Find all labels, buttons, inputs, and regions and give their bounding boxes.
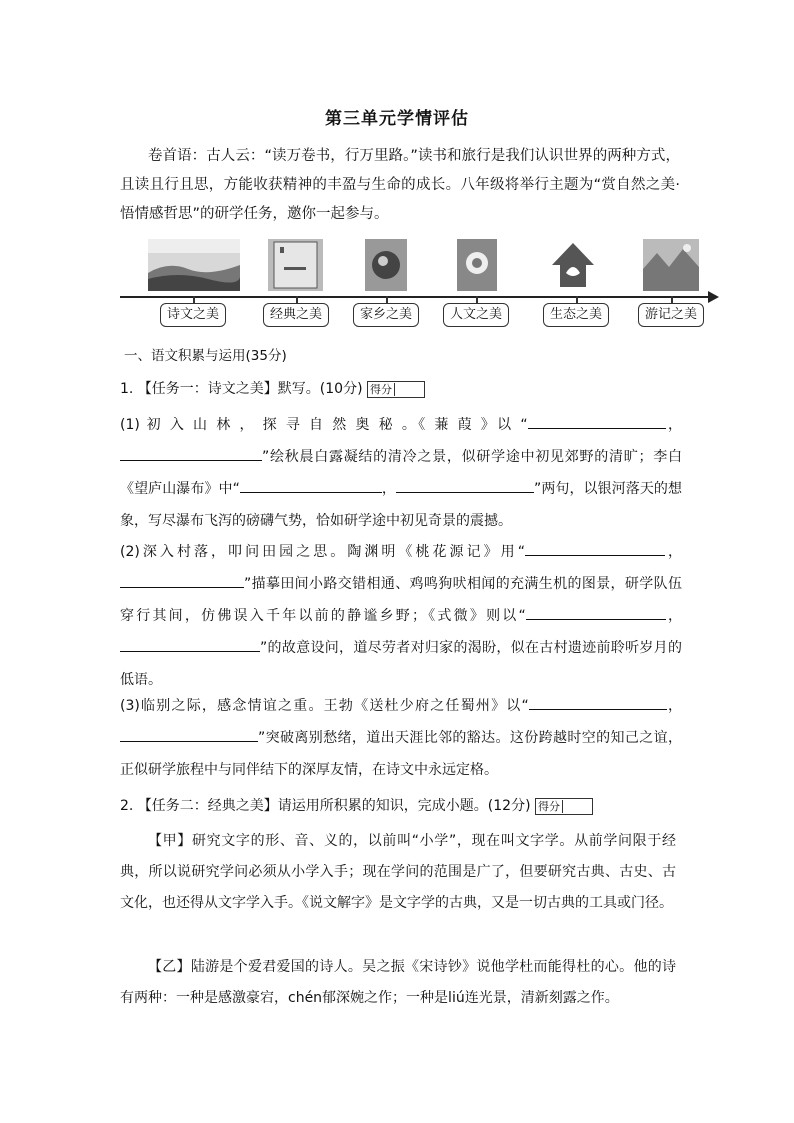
passage-jia: 【甲】研究文字的形、音、义的，以前叫“小学”，现在叫文字学。从前学问限于经典，所以说研究学问必须从小学入手；现在学问的范围是广了，但要研究古典、古史、古文化，也还得从文字学入手。《说文解字》是文字学的古典，又是一切古典的工具或门径。 xyxy=(120,833,676,911)
timeline-label-hometown: 家乡之美 xyxy=(353,303,419,327)
q1-p3-text-b: ”突破离别愁绪，道出天涯比邻的豁达。这份跨越时空的知己之谊，正似研学旅程中与同伴结下的深厚友情，在诗文中永远定格。 xyxy=(120,730,682,778)
timeline-label-ecology: 生态之美 xyxy=(543,303,609,327)
timeline-label-classics: 经典之美 xyxy=(263,303,329,327)
hometown-image xyxy=(365,239,407,291)
ecology-icon xyxy=(550,239,596,291)
travel-image xyxy=(643,239,699,291)
answer-blank[interactable] xyxy=(529,695,667,710)
q1-p2-text-b: ”描摹田间小路交错相通、鸡鸣狗吠相闻的充满生机的图景，研学队伍穿行其间，仿佛误入千年以前的静谧乡野；《式微》则以“ xyxy=(120,576,682,624)
timeline-label-travel: 游记之美 xyxy=(638,303,704,327)
question-1-part-2: (2)深入村落，叩问田园之思。陶渊明《桃花源记》用“ ，”描摹田间小路交错相通、鸡鸣狗吠相闻的充满生机的图景，研学队伍穿行其间，仿佛误入千年以前的静谧乡野；《式微》则以“ ，”的故意设问，道尽劳者对归家的渴盼，似在古村遗迹前聆听岁月的低语。 xyxy=(120,536,682,696)
answer-blank[interactable] xyxy=(120,573,244,588)
intro-paragraph: 卷首语：古人云：“读万卷书，行万里路。”读书和旅行是我们认识世界的两种方式，且读且行且思，方能收获精神的丰盈与生命的成长。八年级将举行主题为“赏自然之美·悟情感哲思”的研学任务，邀你一起参与。 xyxy=(120,148,680,222)
q1-p2-text-a: (2)深入村落，叩问田园之思。陶渊明《桃花源记》用“ xyxy=(120,544,525,560)
question-1-part-1: (1) 初 入 山 林 ， 探 寻 自 然 奥 秘 。《 蒹 葭 》以 “ ，”绘秋晨白露凝结的清冷之景，似研学途中初见郊野的清旷；李白《望庐山瀑布》中“ ， ”两句，以银河落天的想象，写尽瀑布飞泻的磅礴气势，恰如研学途中初见奇景的震撼。 xyxy=(120,409,682,537)
answer-blank[interactable] xyxy=(120,727,258,742)
question-1-heading xyxy=(120,379,425,399)
answer-blank[interactable] xyxy=(120,637,260,652)
q1-p2-text-c: ”的故意设问，道尽劳者对归家的渴盼，似在古村遗迹前聆听岁月的低语。 xyxy=(120,640,682,688)
answer-blank[interactable] xyxy=(120,446,262,461)
section-heading: 一、语文积累与运用(35分) xyxy=(124,348,287,364)
answer-blank[interactable] xyxy=(528,414,666,429)
timeline-arrow-icon xyxy=(708,291,719,303)
question-1-part-3: (3)临别之际，感念情谊之重。王勃《送杜少府之任蜀州》以“ ，”突破离别愁绪，道出天涯比邻的豁达。这份跨越时空的知己之谊，正似研学旅程中与同伴结下的深厚友情，在诗文中永远定格。 xyxy=(120,690,682,786)
score-box[interactable] xyxy=(535,798,593,815)
score-label: 得分 xyxy=(538,800,563,813)
question-2-title: 2. 【任务二：经典之美】请运用所积累的知识，完成小题。(12分) xyxy=(120,798,531,814)
timeline-label-culture: 人文之美 xyxy=(443,303,509,327)
question-1-title: 1. 【任务一：诗文之美】默写。(10分) xyxy=(120,381,363,397)
score-label: 得分 xyxy=(370,383,395,396)
page-title: 第三单元学情评估 xyxy=(325,109,469,129)
score-box[interactable] xyxy=(367,381,425,398)
passage-yi: 【乙】陆游是个爱君爱国的诗人。吴之振《宋诗钞》说他学杜而能得杜的心。他的诗有两种：一种是感激豪宕，chén郁深婉之作；一种是liú连光景，清新刻露之作。 xyxy=(120,959,676,1006)
q1-p1-text-a: (1) 初 入 山 林 ， 探 寻 自 然 奥 秘 。《 蒹 葭 》以 “ xyxy=(120,417,528,433)
timeline-axis xyxy=(120,296,712,298)
q1-p1-text-b: ”绘秋晨白露凝结的清冷之景，似研学途中初见郊野的清旷；李白《望庐山瀑布》中“ xyxy=(120,449,682,497)
timeline-label-poetry: 诗文之美 xyxy=(160,303,226,327)
answer-blank[interactable] xyxy=(396,478,534,493)
answer-blank[interactable] xyxy=(240,478,382,493)
question-2-heading xyxy=(120,796,593,816)
q1-p3-text-a: (3)临别之际，感念情谊之重。王勃《送杜少府之任蜀州》以“ xyxy=(120,698,529,714)
culture-image xyxy=(457,239,497,291)
answer-blank[interactable] xyxy=(525,541,665,556)
book-cover-image xyxy=(268,239,323,291)
landscape-image xyxy=(148,239,240,291)
answer-blank[interactable] xyxy=(526,605,666,620)
q1-p1-text-c: ”两句，以银河落天的想象，写尽瀑布飞泻的磅礴气势，恰如研学途中初见奇景的震撼。 xyxy=(120,481,682,529)
